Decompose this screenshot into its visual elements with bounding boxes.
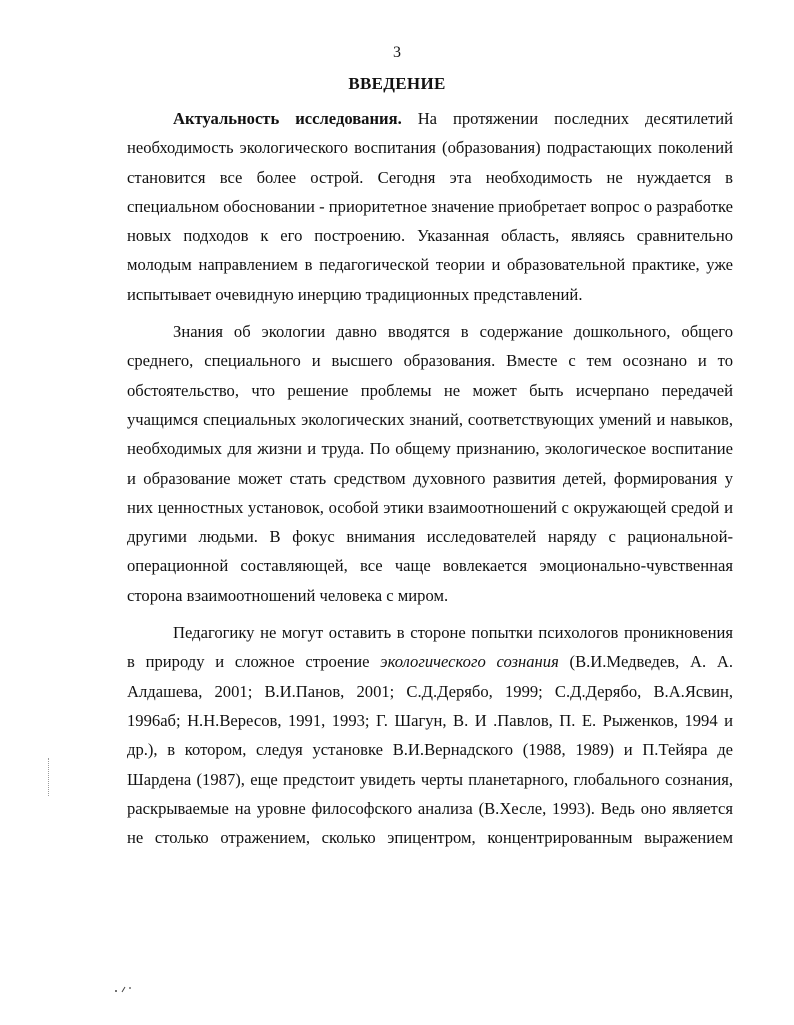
body-text (127, 104, 733, 852)
paragraph-text: (В.И.Медведев, А. А. Алдашева, 2001; В.И.Панов, 2001; С.Д.Дерябо, 1999; С.Д.Дерябо, В.А.Ясвин, 1996аб; Н.Н.Вересов, 1991, 1993; Г. Шагун, В. И .Павлов, П. Е. Рыженков, 1994 и др.), в котором, следуя установке В.И.Вернадского (1988, 1989) и П.Тейяра де Шардена (1987), еще предстоит увидеть черты планетарного, глобального сознания, раскрываемые на уровне философского анализа (В.Хесле, 1993). Ведь оно является не столько отражением, сколько эпицентром, концентрированным выражением (127, 652, 733, 848)
emphasized-term: экологического сознания (380, 652, 559, 672)
section-heading: ВВЕДЕНИЕ (348, 74, 446, 93)
paragraph-text: На протяжении последних десятилетий необходимость экологического воспитания (образования) подрастающих поколений становится все более острой. Сегодня эта необходимость не нуждается в специальном обосновании - приоритетное значение приобретает вопрос о разработке новых подходов к его построению. Указанная область, являясь сравнительно молодым направлением в педагогической теории и образовательной практике, уже испытывает очевидную инерцию традиционных представлений. (127, 109, 733, 304)
page-number: 3 (393, 44, 401, 61)
scan-artifact-marks (113, 984, 135, 994)
paragraph-knowledge (127, 317, 733, 610)
paragraph-relevance (127, 104, 733, 309)
paragraph-pedagogy (127, 618, 733, 852)
paragraph-text: Педагогику не могут оставить в стороне попытки психологов проникновения в природу и сложное строение (127, 623, 733, 672)
paragraph-text: Знания об экологии давно вводятся в содержание дошкольного, общего среднего, специального и высшего образования. Вместе с тем осознано и то обстоятельство, что решение проблемы не может быть исчерпано передачей учащимся специальных экологических знаний, соответствующих умений и навыков, необходимых для жизни и труда. По общему признанию, экологическое воспитание и образование может стать средством духовного развития детей, формирования у них ценностных установок, особой этики взаимоотношений с окружающей средой и другими людьми. В фокус внимания исследователей наряду с рациональной-операционной составляющей, все чаще вовлекается эмоционально-чувственная сторона взаимоотношений человека с миром. (127, 322, 733, 605)
scan-artifact-dots (48, 758, 51, 796)
paragraph-lead: Актуальность исследования. (173, 109, 402, 128)
